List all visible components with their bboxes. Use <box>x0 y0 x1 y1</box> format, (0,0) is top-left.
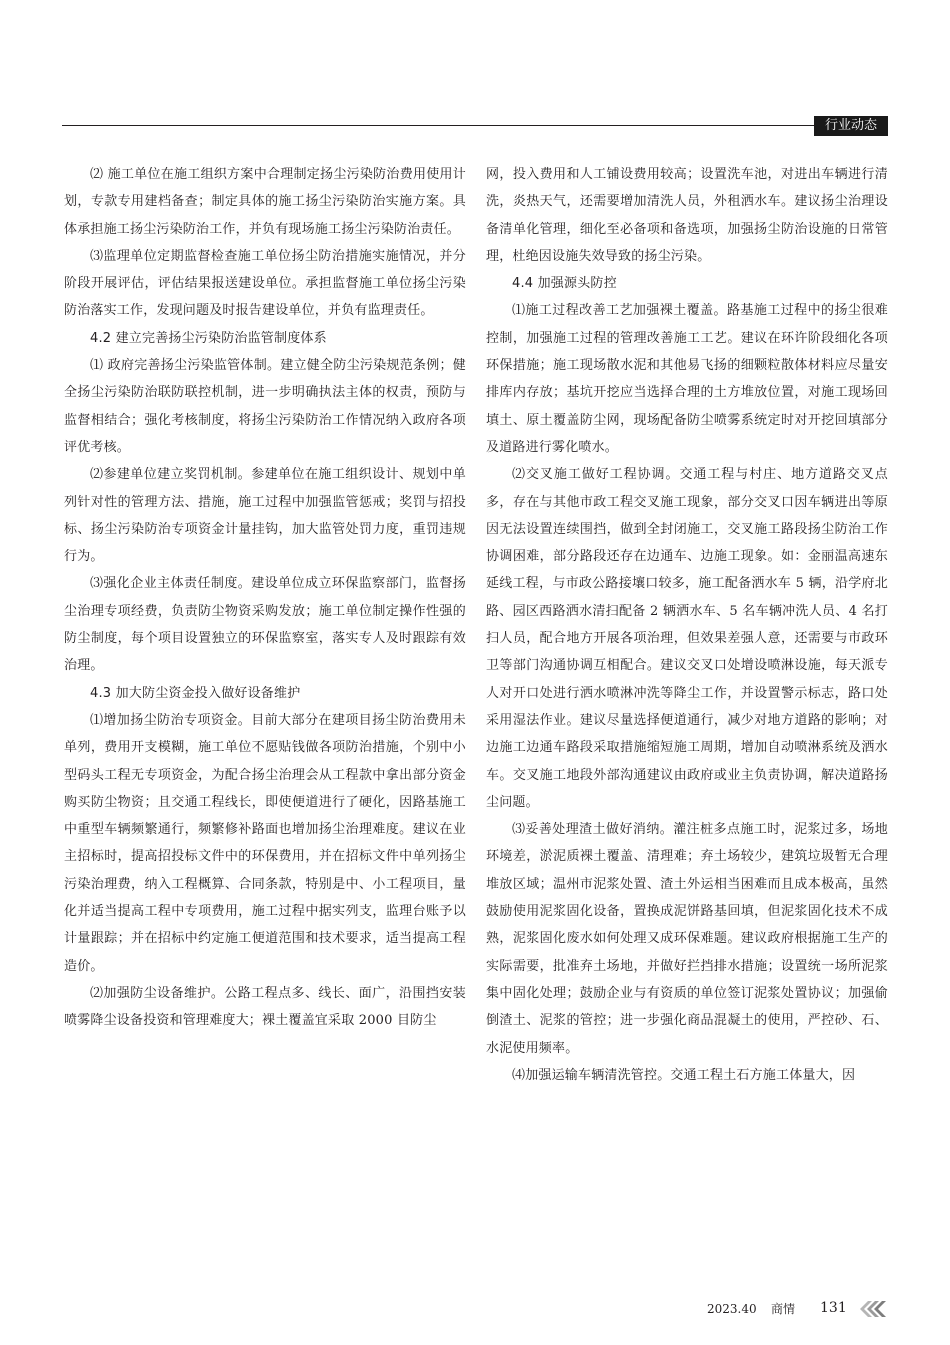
paragraph: ⑷加强运输车辆清洗管控。交通工程土石方施工体量大，因 <box>512 1067 856 1083</box>
paragraph: ⑴施工过程改善工艺加强裸土覆盖。路基施工过程中的扬尘很难控制，加强施工过程的管理改善施工工艺。建议在环许阶段细化各项环保措施；施工现场散水泥和其他易飞扬的细颗粒散体材料应尽量安排库内存放；基坑开挖应当选择合理的土方堆放位置，对施工现场回填土、原土覆盖防尘网，现场配备防尘喷雾系统定时对开挖回填部分及道路进行雾化喷水。 <box>486 303 888 455</box>
paragraph: 网，投入费用和人工铺设费用较高；设置洗车池，对进出车辆进行清洗，炎热天气，还需要增加清洗人员，外租洒水车。建议扬尘治理设备清单化管理，细化至必备项和备选项，加强扬尘防治设施的日常管理，杜绝因设施失效导致的扬尘污染。 <box>486 167 888 264</box>
section-tag: 行业动态 <box>814 116 888 136</box>
journal-name: 商情 <box>771 1302 796 1316</box>
paragraph: ⑴ 政府完善扬尘污染监管体制。建立健全防尘污染规范条例；健全扬尘污染防治联防联控机制，进一步明确执法主体的权责，预防与监督相结合；强化考核制度，将扬尘污染防治工作情况纳入政府各项评优考核。 <box>64 358 466 455</box>
paragraph: ⑶强化企业主体责任制度。建设单位成立环保监察部门，监督扬尘治理专项经费，负责防尘物资采购发放；施工单位制定操作性强的防尘制度，每个项目设置独立的环保监察室，落实专人及时跟踪有效治理。 <box>64 576 466 674</box>
section-heading: 4.3 加大防尘资金投入做好设备维护 <box>90 685 301 701</box>
section-heading: 4.4 加强源头防控 <box>512 276 617 292</box>
paragraph: ⑵加强防尘设备维护。公路工程点多、线长、面广，沿围挡安装喷雾降尘设备投资和管理难度大；裸土覆盖宜采取 2000 目防尘 <box>64 985 466 1029</box>
right-column <box>486 161 888 1089</box>
paragraph: ⑵参建单位建立奖罚机制。参建单位在施工组织设计、规划中单列针对性的管理方法、措施，施工过程中加强监管惩戒；奖罚与招投标、扬尘污染防治专项资金计量挂钩，加大监管处罚力度，重罚违规行为。 <box>64 467 466 565</box>
issue-number: 2023.40 <box>707 1302 757 1316</box>
header-rule <box>62 125 814 126</box>
paragraph: ⑴增加扬尘防治专项资金。目前大部分在建项目扬尘防治费用未单列，费用开支模糊，施工单位不愿贴钱做各项防治措施，个别中小型码头工程无专项资金，为配合扬尘治理会从工程款中拿出部分资金购买防尘物资；且交通工程线长，即使便道进行了硬化，因路基施工中重型车辆频繁通行，频繁修补路面也增加扬尘治理难度。建议在业主招标时，提高招投标文件中的环保费用，并在招标文件中单列扬尘污染治理费，纳入工程概算、合同条款，特别是中、小工程项目，量化并适当提高工程中专项费用，施工过程中据实列支，监理台账予以计量跟踪；并在招标中约定施工便道范围和技术要求，适当提高工程造价。 <box>64 712 466 974</box>
paragraph: ⑵交叉施工做好工程协调。交通工程与村庄、地方道路交叉点多，存在与其他市政工程交叉施工现象，部分交叉口因车辆进出等原因无法设置连续围挡，做到全封闭施工，交叉施工路段扬尘防治工作协调困难，部分路段还存在边通车、边施工现象。如：金丽温高速东延线工程，与市政公路接壤口较多，施工配备洒水车 5 辆，沿学府北路、园区西路洒水清扫配备 2 辆洒水车、5 名车辆冲洗人员、4 名打扫人员，配合地方开展各项治理，但效果差强人意，还需要与市政环卫等部门沟通协调互相配合。建议交叉口处增设喷淋设施，每天派专人对开口处进行洒水喷淋冲洗等降尘工作，并设置警示标志，路口处采用湿法作业。建议尽量选择便道通行，减少对地方道路的影响；对边施工边通车路段采取措施缩短施工周期，增加自动喷淋系统及洒水车。交叉施工地段外部沟通建议由政府或业主负责协调，解决道路扬尘问题。 <box>486 467 888 810</box>
paragraph: ⑵ 施工单位在施工组织方案中合理制定扬尘污染防治费用使用计划，专款专用建档备查；制定具体的施工扬尘污染防治实施方案。具体承担施工扬尘污染防治工作，并负有现场施工扬尘污染防治责任。 <box>64 167 466 237</box>
triple-chevron-left-icon <box>858 1301 888 1317</box>
left-column <box>64 161 466 1035</box>
paragraph: ⑶监理单位定期监督检查施工单位扬尘防治措施实施情况，并分阶段开展评估，评估结果报送建设单位。承担监督施工单位扬尘污染防治落实工作，发现问题及时报告建设单位，并负有监理责任。 <box>64 248 466 319</box>
page-number: 131 <box>820 1300 847 1316</box>
paragraph: ⑶妥善处理渣土做好消纳。灌注桩多点施工时，泥浆过多，场地环境差，淤泥质裸土覆盖、清理难；弃土场较少，建筑垃圾暂无合理堆放区域；温州市泥浆处置、渣土外运相当困难而且成本极高，虽然鼓励使用泥浆固化设备，置换成泥饼路基回填，但泥浆固化技术不成熟，泥浆固化废水如何处理又成环保难题。建议政府根据施工生产的实际需要，批准弃土场地，并做好拦挡排水措施；设置统一场所泥浆集中固化处理；鼓励企业与有资质的单位签订泥浆处置协议；加强偷倒渣土、泥浆的管控；进一步强化商品混凝土的使用，严控砂、石、水泥使用频率。 <box>486 822 888 1056</box>
section-heading: 4.2 建立完善扬尘污染防治监管制度体系 <box>90 330 327 346</box>
page-footer <box>0 1297 950 1321</box>
